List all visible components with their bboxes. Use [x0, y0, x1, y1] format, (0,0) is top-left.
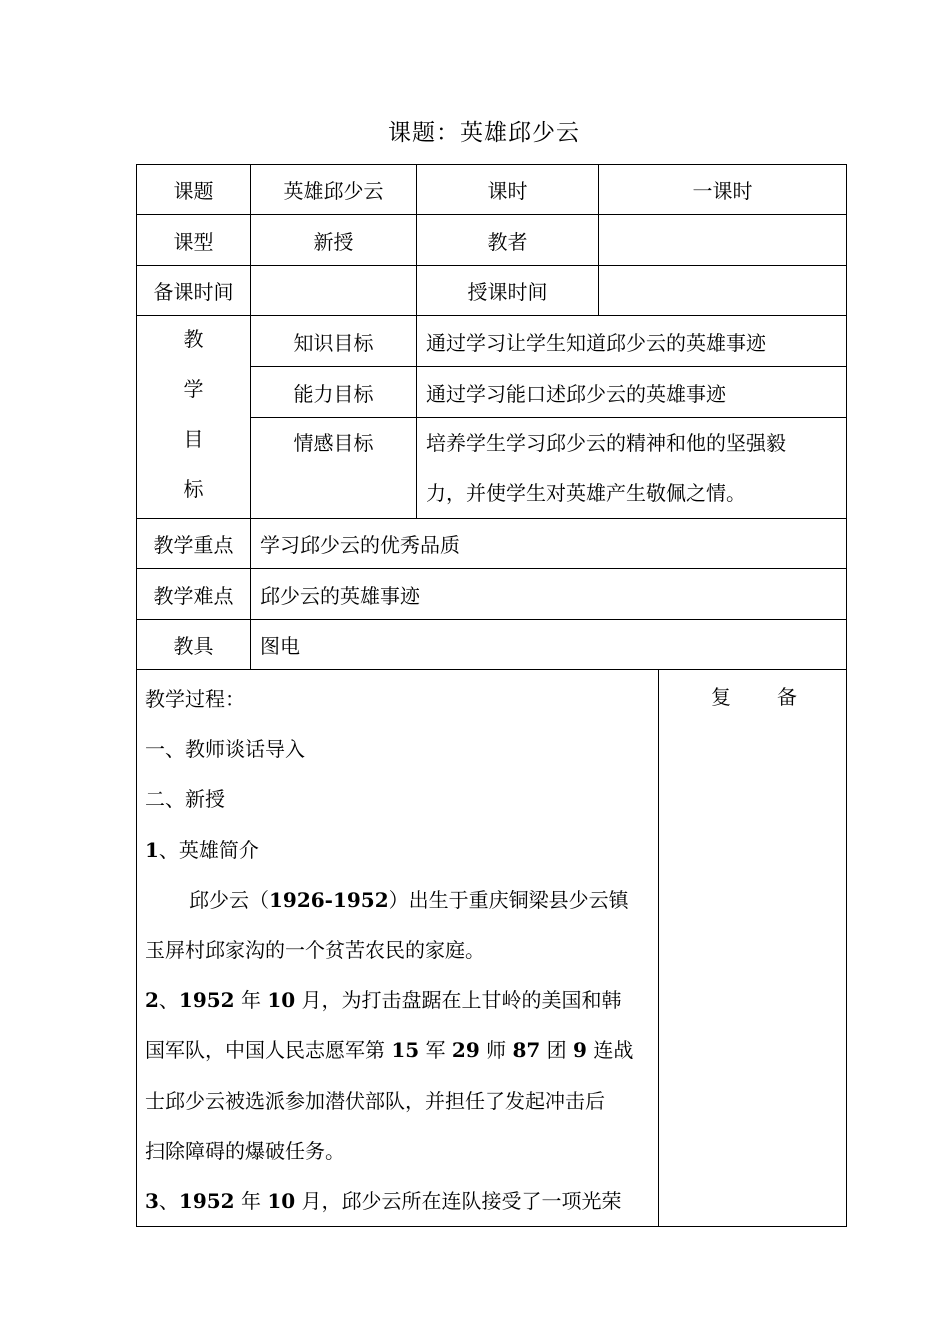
process-text: 扫除障碍的爆破任务。: [145, 1138, 345, 1163]
ability-goal-label: 能力目标: [251, 367, 417, 418]
emotion-goal-label: 情感目标: [251, 418, 417, 519]
emotion-line: 培养学生学习邱少云的精神和他的坚强毅: [426, 431, 786, 455]
difficulty-value: 邱少云的英雄事迹: [251, 569, 847, 620]
review-char: 备: [777, 685, 797, 709]
goal-char: 教: [183, 327, 204, 351]
teaching-process-table: [136, 669, 847, 1227]
difficulty-label: 教学难点: [137, 569, 251, 620]
table-row: [137, 620, 847, 670]
process-text: 士邱少云被选派参加潜伏部队，并担任了发起冲击后: [145, 1088, 605, 1113]
process-heading: 教学过程：: [145, 687, 245, 711]
emotion-line: 力，并使学生对英雄产生敬佩之情。: [426, 481, 746, 505]
goal-char: 学: [183, 377, 204, 401]
key-point-value: 学习邱少云的优秀品质: [251, 519, 847, 569]
teaching-goals-label: [137, 316, 251, 519]
process-step: 二、新授: [145, 787, 225, 812]
page-title: 课题：英雄邱少云: [388, 120, 580, 146]
process-point: 2、1952 年 10 月，为打击盘踞在上甘岭的美国和韩: [145, 988, 622, 1013]
lesson-info-table: [136, 164, 847, 670]
table-row: [137, 266, 847, 316]
knowledge-goal-label: 知识目标: [251, 316, 417, 367]
process-point: 1、英雄简介: [145, 837, 259, 862]
process-text: 邱少云（1926-1952）出生于重庆铜梁县少云镇: [189, 887, 629, 912]
table-row: [137, 316, 847, 367]
prep-time-label: 备课时间: [137, 266, 251, 316]
knowledge-goal-value: 通过学习让学生知道邱少云的英雄事迹: [417, 316, 847, 367]
process-point: 3、1952 年 10 月，邱少云所在连队接受了一项光荣: [145, 1188, 622, 1213]
goal-char: 目: [183, 427, 204, 451]
topic-label: 课题: [137, 165, 251, 215]
table-row: [137, 670, 847, 1227]
class-time-label: 授课时间: [417, 266, 599, 316]
table-row: [137, 215, 847, 266]
topic-value: 英雄邱少云: [251, 165, 417, 215]
table-row: [137, 569, 847, 620]
teacher-value: [599, 215, 847, 266]
review-char: 复: [711, 685, 731, 709]
table-row: [137, 519, 847, 569]
key-point-label: 教学重点: [137, 519, 251, 569]
class-time-value: [599, 266, 847, 316]
process-text: 国军队，中国人民志愿军第 15 军 29 师 87 团 9 连战: [145, 1038, 634, 1063]
period-value: 一课时: [599, 165, 847, 215]
process-text: 玉屏村邱家沟的一个贫苦农民的家庭。: [145, 937, 485, 962]
process-step: 一、教师谈话导入: [145, 737, 305, 762]
emotion-goal-value: [417, 418, 847, 519]
period-label: 课时: [417, 165, 599, 215]
table-row: [137, 165, 847, 215]
ability-goal-value: 通过学习能口述邱少云的英雄事迹: [417, 367, 847, 418]
prep-time-value: [251, 266, 417, 316]
process-cell: [137, 670, 659, 1227]
tools-value: 图电: [251, 620, 847, 670]
goal-char: 标: [183, 477, 204, 501]
type-label: 课型: [137, 215, 251, 266]
teacher-label: 教者: [417, 215, 599, 266]
review-cell: [659, 670, 847, 1227]
type-value: 新授: [251, 215, 417, 266]
tools-label: 教具: [137, 620, 251, 670]
